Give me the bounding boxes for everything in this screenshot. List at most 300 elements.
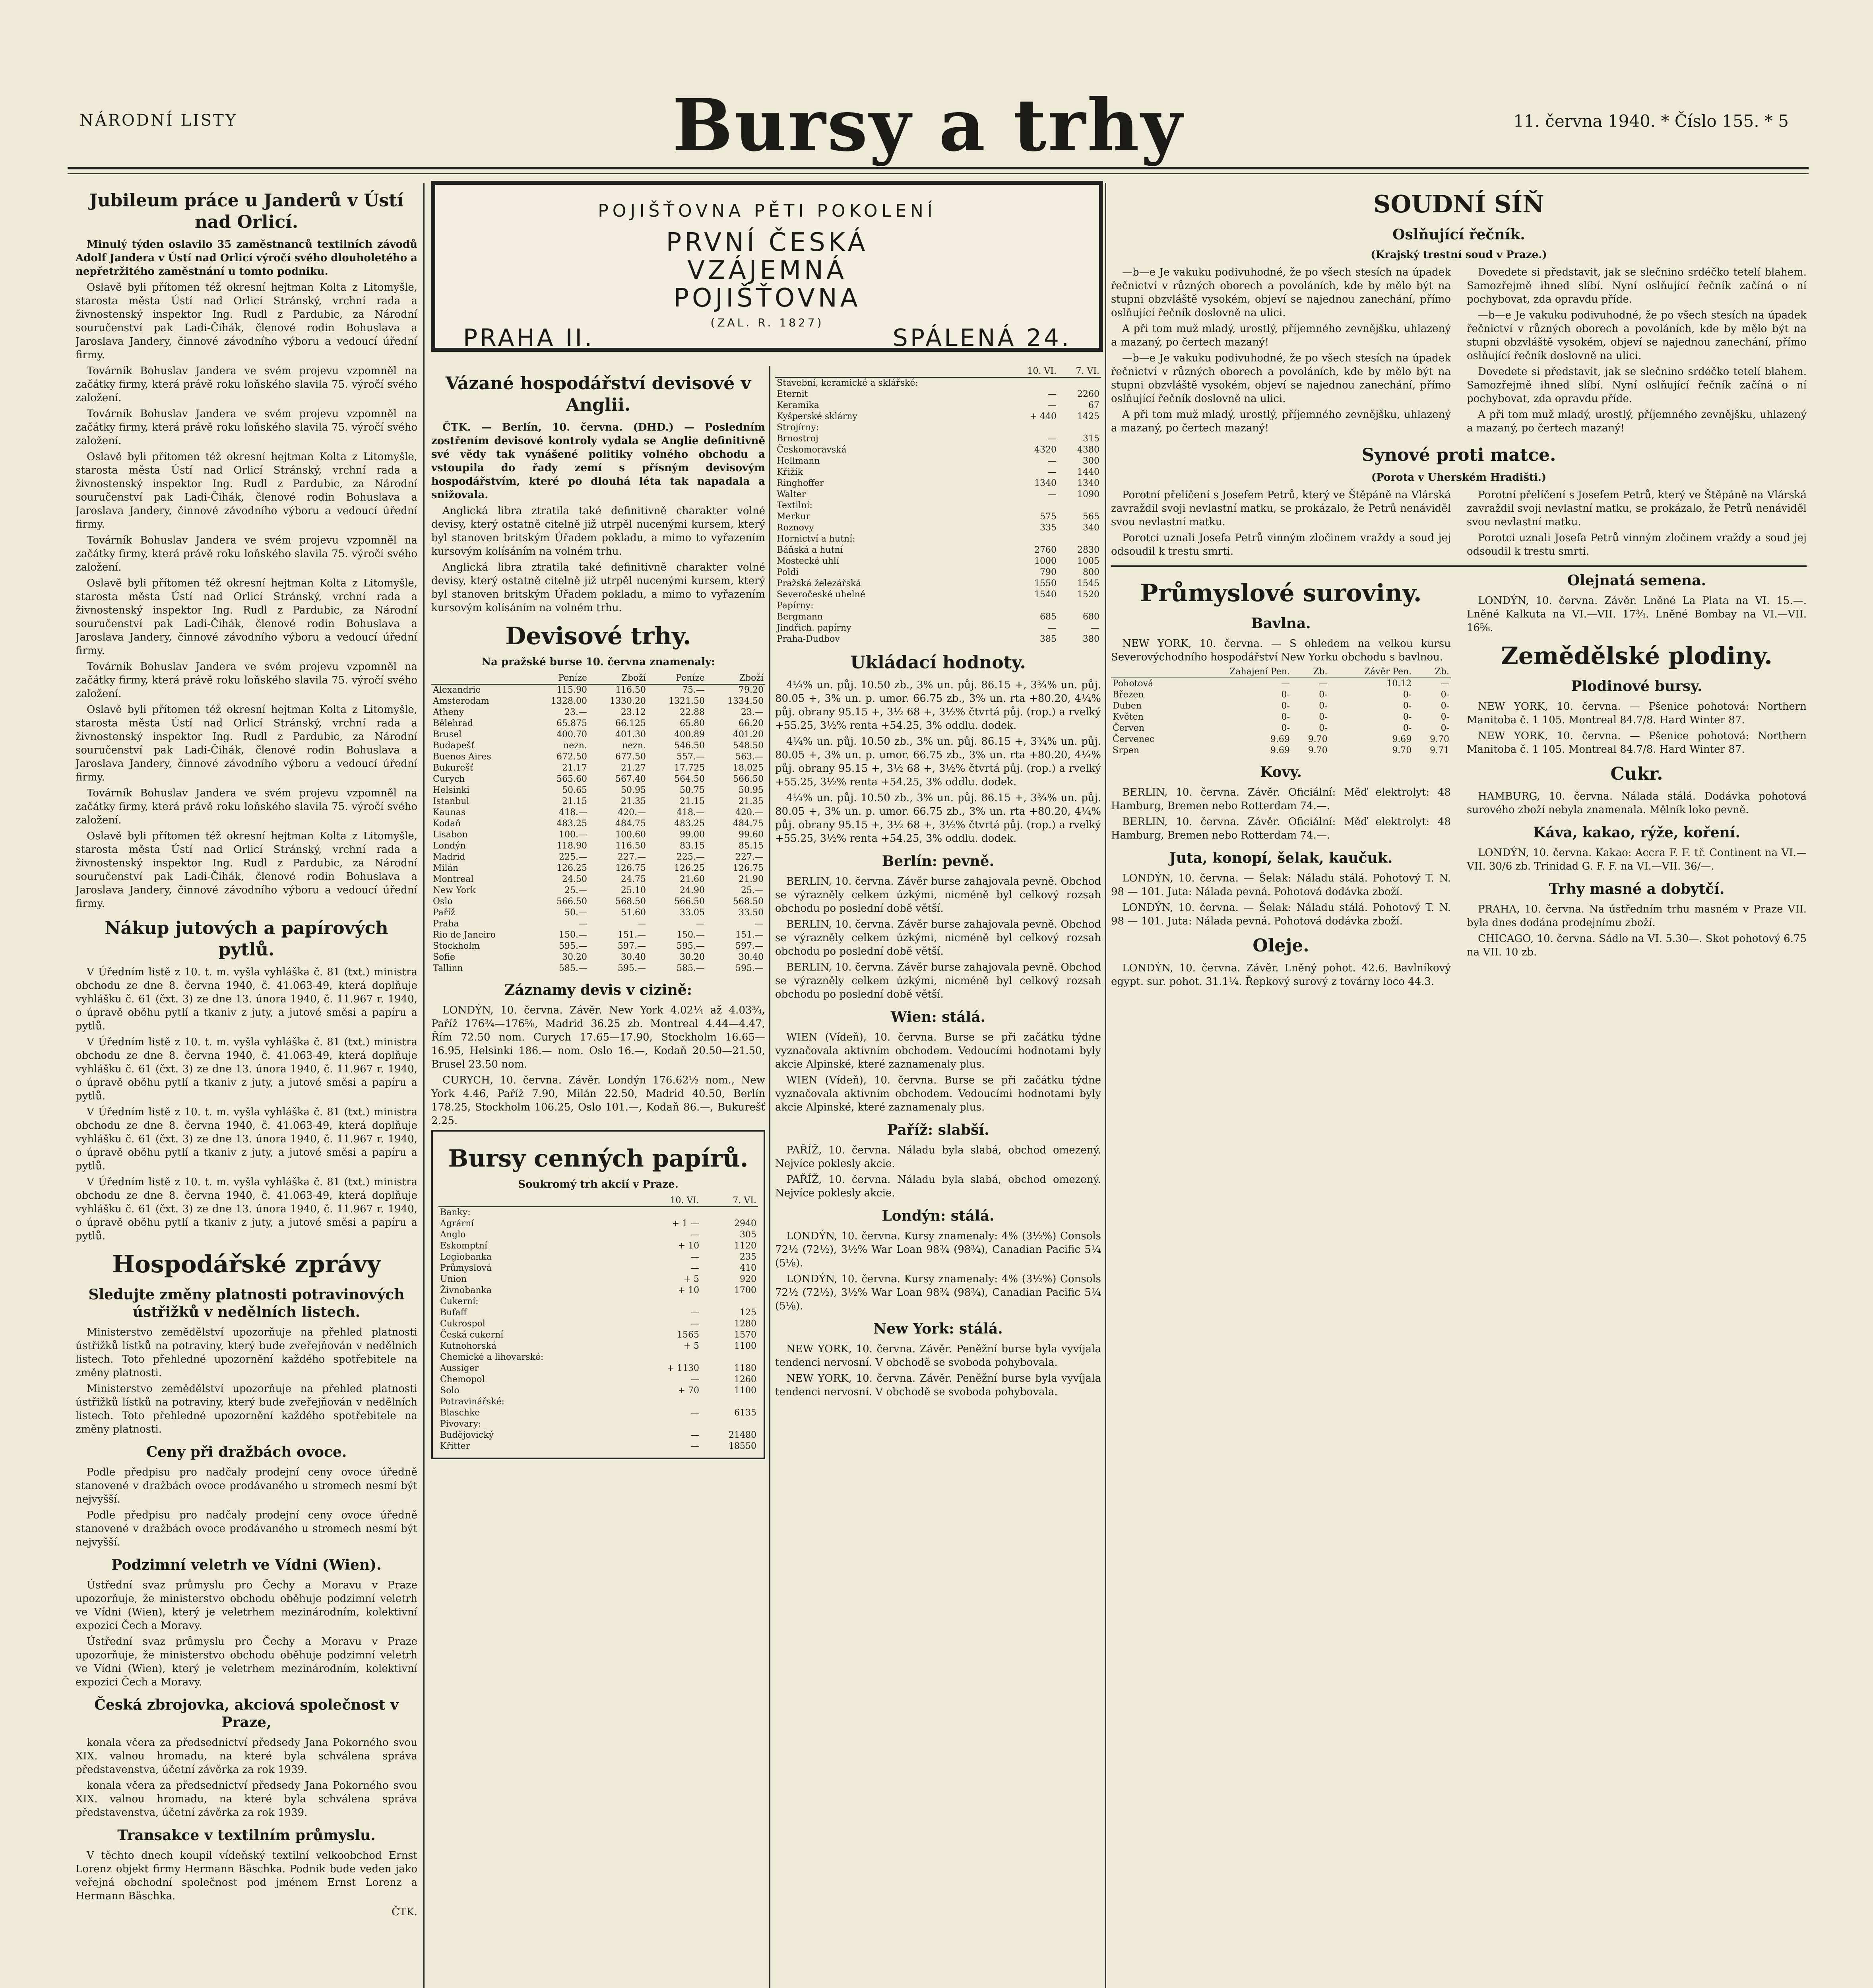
table-cell: Praha xyxy=(433,919,459,929)
table-cell: 99.60 xyxy=(739,830,764,840)
article-paragraph: Porotní přelíčení s Josefem Petrů, který ve Štěpáně na Vlárská zavraždil svoji nevlastní matku, se prokázalo, že Petrů nenáviděl svou nevlastní matku. xyxy=(1111,489,1451,528)
table-cell: 150.— xyxy=(559,930,587,940)
table-cell: 1520 xyxy=(1077,590,1099,600)
masthead-rule xyxy=(68,167,1809,174)
table-cell: Poldi xyxy=(777,567,799,577)
stock-row xyxy=(438,1419,758,1430)
table-cell: 65.80 xyxy=(680,718,705,728)
table-cell: 595.— xyxy=(559,941,587,951)
stock-row xyxy=(438,1252,758,1263)
article-heading: Ukládací hodnoty. xyxy=(850,652,1026,673)
article-paragraph: LONDÝN, 10. června. Kursy znamenaly: 4% (3½%) Consols 72½ (72½), 3½% War Loan 98¾ (98¾), Canadian Pacific 5¼ (5⅛). xyxy=(775,1230,1101,1269)
article-paragraph: A při tom muž mladý, urostlý, příjemného zevnějšku, uhlazený a mazaný, po čertech mazaný! xyxy=(1111,409,1451,434)
article-heading: Podzimní veletrh ve Vídni (Wien). xyxy=(111,1557,382,1573)
table-cell: Bufaff xyxy=(440,1308,467,1318)
table-cell: 300 xyxy=(1083,456,1099,466)
table-cell: — xyxy=(1047,456,1057,466)
table-cell: 25.— xyxy=(564,885,587,895)
article-paragraph: Továrník Bohuslav Jandera ve svém projevu vzpomněl na začátky firmy, která právě roku loňského slavila 75. výročí svého založení. xyxy=(76,408,417,447)
article-paragraph: WIEN (Vídeň), 10. června. Burse se při začátku týdne vyznačovala aktivním obchodem. Vedoucími hodnotami byly akcie Alpinské, které zaznamenaly plus. xyxy=(775,1031,1101,1070)
table-cell: 18550 xyxy=(729,1441,756,1451)
table-cell xyxy=(1006,422,1058,433)
table-header-cell xyxy=(775,366,1006,377)
table-cell: 400.89 xyxy=(674,730,705,740)
table-cell: 546.50 xyxy=(674,741,705,751)
devise-row xyxy=(431,751,765,763)
table-cell: Curych xyxy=(433,774,465,784)
article-heading: Olejnatá semena. xyxy=(1567,572,1706,589)
table-cell: 50.75 xyxy=(680,785,705,795)
table-cell: + 1130 xyxy=(667,1363,700,1373)
stock-row xyxy=(775,400,1101,411)
markets-body xyxy=(1111,572,1807,988)
table-cell: Blaschke xyxy=(440,1408,480,1418)
paper-name: NÁRODNÍ LISTY xyxy=(79,111,238,130)
table-cell: 1565 xyxy=(677,1330,700,1340)
table-cell: — xyxy=(578,919,587,929)
table-cell: Chemické a lihovarské: xyxy=(440,1352,544,1362)
table-cell: Eternit xyxy=(777,389,808,399)
devise-row xyxy=(431,774,765,785)
table-cell: Průmyslová xyxy=(440,1263,492,1273)
devise-row xyxy=(431,963,765,974)
table-cell: 30.40 xyxy=(739,952,764,962)
table-cell: 23.— xyxy=(741,707,764,717)
stock-row xyxy=(775,433,1101,445)
table-cell: 79.20 xyxy=(739,685,764,695)
table-header-cell: Zboží xyxy=(589,673,648,684)
table-cell: 1180 xyxy=(734,1363,756,1373)
article-paragraph: LONDÝN, 10. června. Závěr. Lněné La Plata na VI. 15.—. Lněné Kalkuta na VI.—VII. 17¾. Lněné Bombay na VI.—VII. 16⅝. xyxy=(1467,595,1807,634)
table-cell: Srpen xyxy=(1113,746,1139,755)
table-cell: 0- xyxy=(1281,701,1290,711)
table-cell: 483.25 xyxy=(556,819,587,829)
section-heading: Průmyslové suroviny. xyxy=(1140,579,1422,607)
stock-row xyxy=(438,1307,758,1318)
table-cell: 9.70 xyxy=(1308,746,1328,755)
table-cell: — xyxy=(690,1252,700,1262)
table-cell: Cukerní: xyxy=(440,1297,479,1307)
table-cell: — xyxy=(755,919,764,929)
table-cell xyxy=(635,1296,701,1307)
table-cell: — xyxy=(690,1430,700,1440)
devise-row xyxy=(431,740,765,751)
devise-row xyxy=(431,763,765,774)
devise-row xyxy=(431,684,765,696)
table-cell: 22.88 xyxy=(680,707,705,717)
stock-row xyxy=(775,545,1101,556)
section-heading: Hospodářské zprávy xyxy=(112,1250,381,1278)
table-cell: Báňská a hutní xyxy=(777,545,843,555)
table-cell: Budějovický xyxy=(440,1430,494,1440)
table-cell: Bergmann xyxy=(777,612,823,622)
table-cell: + 440 xyxy=(1030,412,1057,421)
table-cell: 0- xyxy=(1441,701,1449,711)
article-heading: Bursy cenných papírů. xyxy=(448,1145,748,1173)
devises-table xyxy=(431,673,765,974)
table-cell: Merkur xyxy=(777,512,810,522)
table-cell: Oslo xyxy=(433,897,453,907)
table-cell: 0- xyxy=(1319,712,1328,722)
table-cell: 67 xyxy=(1088,400,1099,410)
table-cell: 85.15 xyxy=(739,841,764,851)
table-cell xyxy=(1058,377,1101,389)
table-cell: — xyxy=(690,1441,700,1451)
table-cell: 677.50 xyxy=(615,752,646,762)
table-cell: 1280 xyxy=(734,1319,756,1329)
stock-row xyxy=(775,623,1101,634)
ad-name-line: POJIŠŤOVNA xyxy=(673,283,861,313)
table-header-cell: Závěr Pen. xyxy=(1329,666,1413,678)
table-cell: Roznovy xyxy=(777,523,814,533)
table-cell: 566.50 xyxy=(556,897,587,907)
table-cell: Buenos Aires xyxy=(433,752,491,762)
table-cell: 235 xyxy=(740,1252,756,1262)
table-cell: Amsterodam xyxy=(433,696,489,706)
table-cell: Bělehrad xyxy=(433,718,473,728)
table-cell: Aussiger xyxy=(440,1363,479,1373)
table-cell: 340 xyxy=(1083,523,1099,533)
stock-row xyxy=(775,600,1101,612)
article-paragraph: V Úředním listě z 10. t. m. vyšla vyhláška č. 81 (txt.) ministra obchodu ze dne 8. června 1940, č. 41.063-49, která doplňuje vyhlášku č. 61 (čxt. 3) ze dne 13. února 1940, č. 11.967 r. 1940, o úpravě oběhu pytlí a tkaniv z juty, a jutové směsi a papíru a pytlů. xyxy=(76,1106,417,1172)
devise-row xyxy=(431,818,765,829)
table-cell xyxy=(1058,534,1101,545)
table-cell: 2260 xyxy=(1077,389,1099,399)
table-cell: — xyxy=(690,1319,700,1329)
table-cell: 227.— xyxy=(735,852,764,862)
table-cell: 116.50 xyxy=(615,685,646,695)
table-cell: Brnostroj xyxy=(777,434,818,444)
table-cell: Anglo xyxy=(440,1230,466,1240)
table-cell: 2830 xyxy=(1077,545,1099,555)
table-cell: — xyxy=(690,1375,700,1384)
table-cell: Istanbul xyxy=(433,796,469,806)
table-cell: Chemopol xyxy=(440,1375,485,1384)
table-cell: 564.50 xyxy=(674,774,705,784)
cotton-table xyxy=(1111,666,1451,756)
table-caption: Na pražské burse 10. června znamenaly: xyxy=(481,656,715,668)
table-cell: 9.71 xyxy=(1430,746,1449,755)
column-divider xyxy=(423,183,425,1988)
table-cell: 126.75 xyxy=(733,863,764,873)
table-cell: 418.— xyxy=(677,808,705,817)
table-cell: Stockholm xyxy=(433,941,480,951)
table-cell: Londýn xyxy=(433,841,466,851)
stock-row xyxy=(438,1330,758,1341)
table-cell: Union xyxy=(440,1274,467,1284)
table-cell: 597.— xyxy=(618,941,646,951)
table-cell: — xyxy=(1441,679,1449,689)
stock-row xyxy=(775,377,1101,389)
stock-row xyxy=(438,1207,758,1218)
table-cell: 1545 xyxy=(1077,579,1099,588)
table-cell: 66.20 xyxy=(739,718,764,728)
table-cell: — xyxy=(1047,623,1057,633)
table-cell: 680 xyxy=(1083,612,1099,622)
table-cell: 2760 xyxy=(1034,545,1057,555)
table-cell: Kyšperské sklárny xyxy=(777,412,857,421)
table-cell: 0- xyxy=(1319,701,1328,711)
table-header-cell xyxy=(431,673,530,684)
table-header-cell: Zb. xyxy=(1291,666,1329,678)
table-cell: 4380 xyxy=(1077,445,1099,455)
table-cell: 151.— xyxy=(735,930,764,940)
ad-founded: (ZAL. R. 1827) xyxy=(710,316,824,329)
table-cell: Lisabon xyxy=(433,830,468,840)
table-cell: — xyxy=(1047,389,1057,399)
table-cell xyxy=(635,1207,701,1218)
table-cell: 99.00 xyxy=(680,830,705,840)
table-cell: 1005 xyxy=(1077,556,1099,566)
table-cell: 585.— xyxy=(559,963,587,973)
table-cell: 1700 xyxy=(734,1285,756,1295)
table-cell: 920 xyxy=(740,1274,756,1284)
stock-row xyxy=(438,1229,758,1241)
table-header-cell: 7. VI. xyxy=(701,1195,758,1207)
article-paragraph: —b—e Je vakuku podivuhodné, že po všech stesích na úpadek řečnictví v různých oborech a povoláních, kde by mělo být na stupni obzvláště vysokém, objeví se najednou zanechání, přímo oslňující řečník doslovně na ulici. xyxy=(1111,266,1451,319)
table-cell: 18.025 xyxy=(733,763,764,773)
devise-row xyxy=(431,907,765,918)
article-paragraph: Porotci uznali Josefa Petrů vinným zločinem vraždy a soud jej odsoudil k trestu smrti. xyxy=(1467,532,1807,557)
table-cell: 115.90 xyxy=(556,685,587,695)
devise-row xyxy=(431,796,765,807)
article-paragraph: LONDÝN, 10. června. Závěr. Lněný pohot. 42.6. Bavlníkový egypt. sur. pohot. 31.1¼. Řepkový surový z továrny loco 44.3. xyxy=(1111,962,1451,988)
table-cell: 24.90 xyxy=(680,885,705,895)
table-cell: 597.— xyxy=(735,941,764,951)
table-cell: Milán xyxy=(433,863,458,873)
table-header-cell: Zboží xyxy=(706,673,765,684)
table-cell: nezn. xyxy=(622,741,646,751)
article-heading: Ceny při dražbách ovoce. xyxy=(146,1444,347,1460)
table-cell: 315 xyxy=(1083,434,1099,444)
stock-row xyxy=(775,467,1101,478)
ad-name-line: VZÁJEMNÁ xyxy=(687,256,847,285)
article-paragraph: 4¼% un. půj. 10.50 zb., 3% un. půj. 86.15 +, 3¾% un. půj. 80.05 +, 3% un. p. umor. 66.75 zb., 3% un. rta +80.20, 4¼% půj. obrany 95.15 +, 3½ 68 +, 3½% čtvrtá půj. (rop.) a rvelký +55.25, 3½% renta +54.25, 3% oddlu. dodek. xyxy=(775,679,1101,732)
table-cell: 30.20 xyxy=(562,952,587,962)
stock-row xyxy=(438,1396,758,1408)
table-cell: Živnobanka xyxy=(440,1285,492,1295)
article-paragraph: V Úředním listě z 10. t. m. vyšla vyhláška č. 81 (txt.) ministra obchodu ze dne 8. června 1940, č. 41.063-49, která doplňuje vyhlášku č. 61 (čxt. 3) ze dne 13. února 1940, č. 11.967 r. 1940, o úpravě oběhu pytlí a tkaniv z juty, a jutové směsi a papíru a pytlů. xyxy=(76,1036,417,1102)
article-paragraph: Oslavě byli přítomen též okresní hejtman Kolta z Litomyšle, starosta města Ústí nad Orlicí Stránský, vrchní rada a živnostenský inspektor Ing. Rudl z Pardubic, za Národní souručenství pak Ladi-Čihák, členové rodin Bohuslava a Jaroslava Jandery, činnové závodního výboru a vedoucí úřední firmy. xyxy=(76,830,417,910)
table-cell: nezn. xyxy=(563,741,587,751)
article-paragraph: A při tom muž mladý, urostlý, příjemného zevnějšku, uhlazený a mazaný, po čertech mazaný! xyxy=(1467,409,1807,434)
table-cell: 335 xyxy=(1039,523,1057,533)
stock-row xyxy=(775,422,1101,433)
stock-row xyxy=(438,1263,758,1274)
table-cell: 400.70 xyxy=(556,730,587,740)
table-cell: 1340 xyxy=(1034,478,1057,488)
table-cell xyxy=(701,1352,758,1363)
table-cell: 0- xyxy=(1403,723,1412,733)
stock-row xyxy=(438,1408,758,1419)
page-title: Bursy a trhy xyxy=(672,83,1184,167)
table-cell: 595.— xyxy=(735,963,764,973)
devise-row xyxy=(431,941,765,952)
stock-row xyxy=(775,445,1101,456)
table-cell: Alexandrie xyxy=(433,685,481,695)
table-cell: 4320 xyxy=(1034,445,1057,455)
table-cell: 1260 xyxy=(734,1375,756,1384)
stock-row xyxy=(775,511,1101,522)
stock-row xyxy=(438,1341,758,1352)
cotton-row xyxy=(1111,745,1451,756)
table-cell: 567.40 xyxy=(615,774,646,784)
stock-row xyxy=(775,578,1101,589)
table-cell xyxy=(701,1419,758,1430)
table-cell: 401.30 xyxy=(615,730,646,740)
article-paragraph: NEW YORK, 10. června. Závěr. Peněžní burse byla vyvíjala tendenci nervosní. V obchodě se svoboda pohybovala. xyxy=(775,1343,1101,1369)
table-cell: 118.90 xyxy=(556,841,587,851)
table-cell: Papírny: xyxy=(777,601,814,611)
devise-row xyxy=(431,952,765,963)
article-paragraph: konala včera za předsednictví předsedy Jana Pokorného svou XIX. valnou hromadu, na které byla schválena správa představenstva, účetní závěrka za rok 1939. xyxy=(76,1737,417,1776)
table-cell: Helsinki xyxy=(433,785,470,795)
article-paragraph: V Úředním listě z 10. t. m. vyšla vyhláška č. 81 (txt.) ministra obchodu ze dne 8. června 1940, č. 41.063-49, která doplňuje vyhlášku č. 61 (čxt. 3) ze dne 13. února 1940, č. 11.967 r. 1940, o úpravě oběhu pytlí a tkaniv z juty, a jutové směsi a papíru a pytlů. xyxy=(76,1176,417,1242)
table-cell: — xyxy=(690,1263,700,1273)
stock-row xyxy=(775,556,1101,567)
article-paragraph: Oslavě byli přítomen též okresní hejtman Kolta z Litomyšle, starosta města Ústí nad Orlicí Stránský, vrchní rada a živnostenský inspektor Ing. Rudl z Pardubic, za Národní souručenství pak Ladi-Čihák, členové rodin Bohuslava a Jaroslava Jandery, činnové závodního výboru a vedoucí úřední firmy. xyxy=(76,451,417,530)
table-cell: 1540 xyxy=(1034,590,1057,600)
table-cell xyxy=(635,1352,701,1363)
table-cell: 1100 xyxy=(734,1386,756,1396)
table-cell xyxy=(701,1207,758,1218)
article-paragraph: Porotní přelíčení s Josefem Petrů, který ve Štěpáně na Vlárská zavraždil svoji nevlastní matku, se prokázalo, že Petrů nenáviděl svou nevlastní matku. xyxy=(1467,489,1807,528)
stock-row xyxy=(438,1374,758,1385)
table-cell: Eskomptní xyxy=(440,1241,487,1251)
table-cell: 9.70 xyxy=(1392,746,1412,755)
article-paragraph: BERLIN, 10. června. Závěr burse zahajovala pevně. Obchod se výrazněly celkem úzkými, nicméně byl celkový rozsah obchodu po poslední době větší. xyxy=(775,918,1101,957)
table-cell: 0- xyxy=(1319,723,1328,733)
article-paragraph: LONDÝN, 10. června. — Šelak: Náladu stálá. Pohotový T. N. 98 — 101. Juta: Nálada pevná. Pohotová dodávka zboží. xyxy=(1111,902,1451,927)
table-cell: 790 xyxy=(1039,567,1057,577)
article-paragraph: PRAHA, 10. června. Na ústředním trhu masném v Praze VII. byla dnes dodána prodejnímu zboží. xyxy=(1467,903,1807,929)
table-cell: 483.25 xyxy=(674,819,705,829)
table-cell: 0- xyxy=(1403,690,1412,700)
stock-row xyxy=(438,1430,758,1441)
table-cell: Atheny xyxy=(433,707,464,717)
article-paragraph: LONDÝN, 10. června. Kakao: Accra F. F. tř. Continent na VI.—VII. 30/6 zb. Trinidad G. F. F. na VI.—VII. 36/—. xyxy=(1467,847,1807,872)
article-paragraph: V těchto dnech koupil vídeňský textilní velkoobchod Ernst Lorenz objekt firmy Hermann Bäschka. Podnik bude veden jako veřejná obchodní společnost pod jménem Ernst Lorenz a Hermann Bäschka. xyxy=(76,1850,417,1902)
cotton-row xyxy=(1111,723,1451,734)
article-paragraph: Oslavě byli přítomen též okresní hejtman Kolta z Litomyšle, starosta města Ústí nad Orlicí Stránský, vrchní rada a živnostenský inspektor Ing. Rudl z Pardubic, za Národní souručenství pak Ladi-Čihák, členové rodin Bohuslava a Jaroslava Jandery, činnové závodního výboru a vedoucí úřední firmy. xyxy=(76,282,417,361)
table-cell xyxy=(1058,422,1101,433)
table-cell: 0- xyxy=(1441,690,1449,700)
article-paragraph: PAŘÍŽ, 10. června. Náladu byla slabá, obchod omezený. Nejvíce poklesly akcie. xyxy=(775,1174,1101,1199)
table-cell: — xyxy=(690,1408,700,1418)
table-cell: 21.15 xyxy=(680,796,705,806)
table-cell: 65.875 xyxy=(556,718,587,728)
table-cell: 548.50 xyxy=(733,741,764,751)
table-cell: 21.27 xyxy=(621,763,646,773)
table-cell: 126.25 xyxy=(556,863,587,873)
devise-row xyxy=(431,863,765,874)
devise-row xyxy=(431,729,765,740)
article-heading: Oslňující řečník. xyxy=(1392,226,1525,243)
table-cell: 100.— xyxy=(559,830,587,840)
table-cell: 17.725 xyxy=(674,763,705,773)
article-paragraph: Podle předpisu pro nadčaly prodejní ceny ovoce úředně stanovené v dražbách ovoce prodávaného u stromech nesmí být nejvyšší. xyxy=(76,1466,417,1505)
table-cell: 21.35 xyxy=(621,796,646,806)
table-cell: — xyxy=(690,1308,700,1318)
article-heading: Cukr. xyxy=(1610,764,1663,784)
devise-row xyxy=(431,874,765,885)
article-paragraph: CURYCH, 10. června. Závěr. Londýn 176.62½ nom., New York 4.46, Paříž 7.90, Milán 22.50, Madrid 40.50, Berlín 178.25, Stockholm 106.25, Oslo 101.—, Kodaň 86.—, Bukurešť 2.25. xyxy=(431,1074,765,1127)
ad-tagline: POJIŠŤOVNA PĚTI POKOLENÍ xyxy=(598,201,936,221)
stock-row xyxy=(775,456,1101,467)
table-cell: 24.50 xyxy=(562,874,587,884)
table-cell: 2940 xyxy=(734,1219,756,1229)
article-heading: Trhy masné a dobytčí. xyxy=(1549,881,1725,897)
ad-company-name xyxy=(435,229,1099,312)
table-cell: 563.— xyxy=(735,752,764,762)
table-cell: 0- xyxy=(1441,723,1449,733)
table-cell: 151.— xyxy=(618,930,646,940)
table-cell: Ringhoffer xyxy=(777,478,824,488)
table-cell xyxy=(1058,500,1101,511)
table-cell: 25.— xyxy=(741,885,764,895)
devise-row xyxy=(431,852,765,863)
article-paragraph: Oslavě byli přítomen též okresní hejtman Kolta z Litomyšle, starosta města Ústí nad Orlicí Stránský, vrchní rada a živnostenský inspektor Ing. Rudl z Pardubic, za Národní souručenství pak Ladi-Čihák, členové rodin Bohuslava a Jaroslava Jandery, činnové závodního výboru a vedoucí úřední firmy. xyxy=(76,577,417,657)
devise-row xyxy=(431,707,765,718)
table-cell: Hellmann xyxy=(777,456,820,466)
article-heading: New York: stálá. xyxy=(873,1320,1003,1337)
table-cell: Stavební, keramické a sklářské: xyxy=(777,378,918,388)
table-cell: Křitter xyxy=(440,1441,470,1451)
ad-name-line: PRVNÍ ČESKÁ xyxy=(666,228,869,257)
table-cell: 9.69 xyxy=(1270,746,1290,755)
table-cell: — xyxy=(1047,434,1057,444)
article-heading: Plodinové bursy. xyxy=(1571,678,1702,695)
table-cell: Solo xyxy=(440,1386,460,1396)
devise-row xyxy=(431,841,765,852)
table-cell: Banky: xyxy=(440,1208,471,1217)
stock-row xyxy=(775,534,1101,545)
article-paragraph: LONDÝN, 10. června. Kursy znamenaly: 4% (3½%) Consols 72½ (72½), 3½% War Loan 98¾ (98¾), Canadian Pacific 5¼ (5⅛). xyxy=(775,1273,1101,1312)
table-cell: 75.— xyxy=(682,685,705,695)
table-cell xyxy=(701,1396,758,1408)
article-paragraph: Podle předpisu pro nadčaly prodejní ceny ovoce úředně stanovené v dražbách ovoce prodávaného u stromech nesmí být nejvyšší. xyxy=(76,1509,417,1548)
stock-row xyxy=(775,522,1101,534)
table-cell: — xyxy=(1047,467,1057,477)
table-cell: 1440 xyxy=(1077,467,1099,477)
article-paragraph: LONDÝN, 10. června. Závěr. New York 4.02¼ až 4.03¾, Paříž 176¾—176⅝, Madrid 36.25 zb. Montreal 4.44—4.47, Řím 72.50 nom. Curych 17.65—17.90, Stockholm 16.65—16.95, Helsinki 186.— nom. Oslo 16.—, Kodaň 20.50—21.50, Brusel 23.50 nom. xyxy=(431,1004,765,1070)
table-cell: Montreal xyxy=(433,874,474,884)
table-cell: 50.— xyxy=(564,908,587,918)
table-cell: Květen xyxy=(1113,712,1144,722)
table-cell: — xyxy=(690,1230,700,1240)
table-cell: 21.15 xyxy=(562,796,587,806)
table-cell: 24.75 xyxy=(621,874,646,884)
table-cell: 1000 xyxy=(1034,556,1057,566)
table-cell: 1120 xyxy=(734,1241,756,1251)
article-paragraph: Ministerstvo zemědělství upozorňuje na přehled platnosti ústřižků lístků na potraviny, který bude zveřejňován v nedělních listech. Toto přehledné upozornění každého spotřebitele na změny platnosti. xyxy=(76,1326,417,1379)
article-paragraph: Továrník Bohuslav Jandera ve svém projevu vzpomněl na začátky firmy, která právě roku loňského slavila 75. výročí svého založení. xyxy=(76,365,417,404)
article-paragraph: NEW YORK, 10. června. — Pšenice pohotová: Northern Manitoba č. 1 105. Montreal 84.7/8. Hard Winter 87. xyxy=(1467,701,1807,726)
article-heading: Wien: stálá. xyxy=(890,1009,986,1025)
article-heading: Káva, kakao, rýže, koření. xyxy=(1533,824,1741,841)
table-header-cell: Zahajení Pen. xyxy=(1186,666,1291,678)
table-cell: Hornictví a hutní: xyxy=(777,534,855,544)
table-cell: Křižík xyxy=(777,467,803,477)
stock-row xyxy=(438,1218,758,1229)
article-paragraph: BERLIN, 10. června. Závěr. Oficiální: Měď elektrolyt: 48 Hamburg, Bremen nebo Rotterdam 74.—. xyxy=(1111,816,1451,841)
table-cell: 1321.50 xyxy=(669,696,705,706)
ad-street: SPÁLENÁ 24. xyxy=(892,324,1071,352)
article-paragraph: A při tom muž mladý, urostlý, příjemného zevnějšku, uhlazený a mazaný, po čertech mazaný! xyxy=(1111,323,1451,348)
stock-row xyxy=(438,1363,758,1374)
stock-row xyxy=(775,634,1101,645)
article-paragraph: Dovedete si představit, jak se slečnino srdéčko tetelí blahem. Samozřejmě ihned slíbí. Nyní oslňující řečník začíná o ní pochybovat, zda opravdu příde. xyxy=(1467,266,1807,305)
